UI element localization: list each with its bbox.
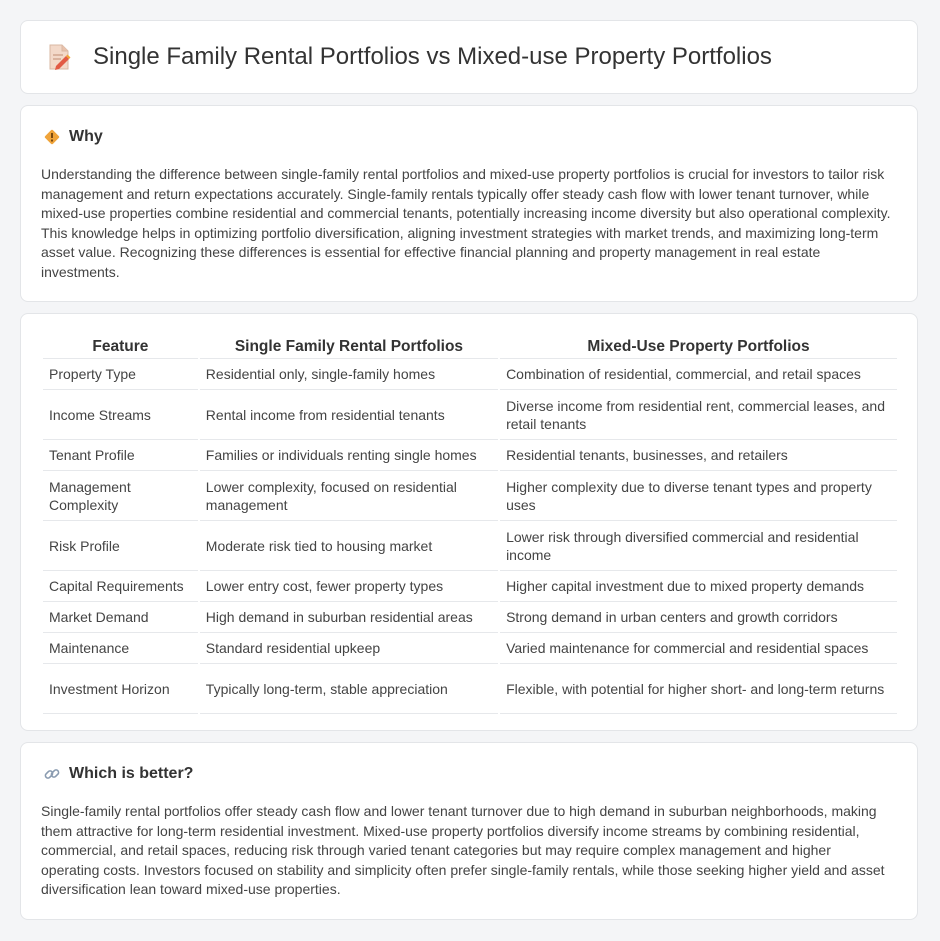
title-row (47, 43, 772, 71)
link-icon (43, 765, 61, 783)
row-single-family: Families or individuals renting single homes (200, 440, 498, 471)
row-single-family: Rental income from residential tenants (200, 390, 498, 440)
row-feature: Income Streams (43, 390, 198, 440)
row-single-family: Lower entry cost, fewer property types (200, 571, 498, 602)
why-section (20, 105, 918, 302)
comparison-table-card (20, 313, 918, 731)
why-heading (43, 128, 103, 146)
table-row (43, 602, 897, 633)
row-feature: Management Complexity (43, 471, 198, 521)
row-mixed-use: Combination of residential, commercial, and retail spaces (500, 359, 897, 390)
table-row (43, 390, 897, 440)
table-row (43, 571, 897, 602)
row-feature: Investment Horizon (43, 664, 198, 714)
header-single-family: Single Family Rental Portfolios (200, 334, 498, 359)
header-mixed-use: Mixed-Use Property Portfolios (500, 334, 897, 359)
header-feature: Feature (43, 334, 198, 359)
row-single-family: Lower complexity, focused on residential management (200, 471, 498, 521)
table-row (43, 633, 897, 664)
row-feature: Property Type (43, 359, 198, 390)
table-row (43, 359, 897, 390)
row-mixed-use: Flexible, with potential for higher short- and long-term returns (500, 664, 897, 714)
row-mixed-use: Higher complexity due to diverse tenant types and property uses (500, 471, 897, 521)
page-title: Single Family Rental Portfolios vs Mixed-use Property Portfolios (93, 43, 772, 70)
why-title: Why (69, 128, 103, 145)
diamond-warning-icon (43, 128, 61, 146)
why-text: Understanding the difference between single-family rental portfolios and mixed-use property portfolios is crucial for investors to tailor risk management and return expectations accurately. Single-family rentals typically offer steady cash flow with lower tenant turnover, while mixed-use properties combine residential and commercial tenants, potentially increasing income diversity but also operational complexity. This knowledge helps in optimizing portfolio diversification, aligning investment strategies with market trends, and maximizing long-term asset value. Recognizing these differences is essential for effective financial planning and property management in real estate investments. (41, 166, 891, 280)
row-feature: Maintenance (43, 633, 198, 664)
row-single-family: Residential only, single-family homes (200, 359, 498, 390)
row-single-family: Typically long-term, stable appreciation (200, 664, 498, 714)
row-feature: Capital Requirements (43, 571, 198, 602)
which-is-better-section (20, 742, 918, 920)
document-edit-icon (47, 43, 71, 71)
row-single-family: High demand in suburban residential areas (200, 602, 498, 633)
better-heading (43, 765, 193, 783)
table-row (43, 440, 897, 471)
row-mixed-use: Diverse income from residential rent, commercial leases, and retail tenants (500, 390, 897, 440)
row-single-family: Moderate risk tied to housing market (200, 521, 498, 571)
table-header-row (43, 334, 897, 359)
row-mixed-use: Strong demand in urban centers and growth corridors (500, 602, 897, 633)
comparison-table (41, 334, 899, 714)
table-row (43, 521, 897, 571)
better-text: Single-family rental portfolios offer steady cash flow and lower tenant turnover due to high demand in suburban neighborhoods, making them attractive for long-term residential investment. Mixed-use property portfolios diversify income streams by combining residential, commercial, and retail spaces, reducing risk through varied tenant categories but may require complex management and higher operating costs. Investors focused on stability and simplicity often prefer single-family rentals, while those seeking higher yield and asset diversification lean toward mixed-use properties. (41, 803, 885, 897)
row-feature: Market Demand (43, 602, 198, 633)
row-mixed-use: Residential tenants, businesses, and retailers (500, 440, 897, 471)
table-row (43, 664, 897, 714)
row-mixed-use: Higher capital investment due to mixed property demands (500, 571, 897, 602)
header-card (20, 20, 918, 94)
table-row (43, 471, 897, 521)
row-mixed-use: Varied maintenance for commercial and residential spaces (500, 633, 897, 664)
row-feature: Risk Profile (43, 521, 198, 571)
row-single-family: Standard residential upkeep (200, 633, 498, 664)
better-title: Which is better? (69, 765, 194, 782)
row-feature: Tenant Profile (43, 440, 198, 471)
row-mixed-use: Lower risk through diversified commercial and residential income (500, 521, 897, 571)
